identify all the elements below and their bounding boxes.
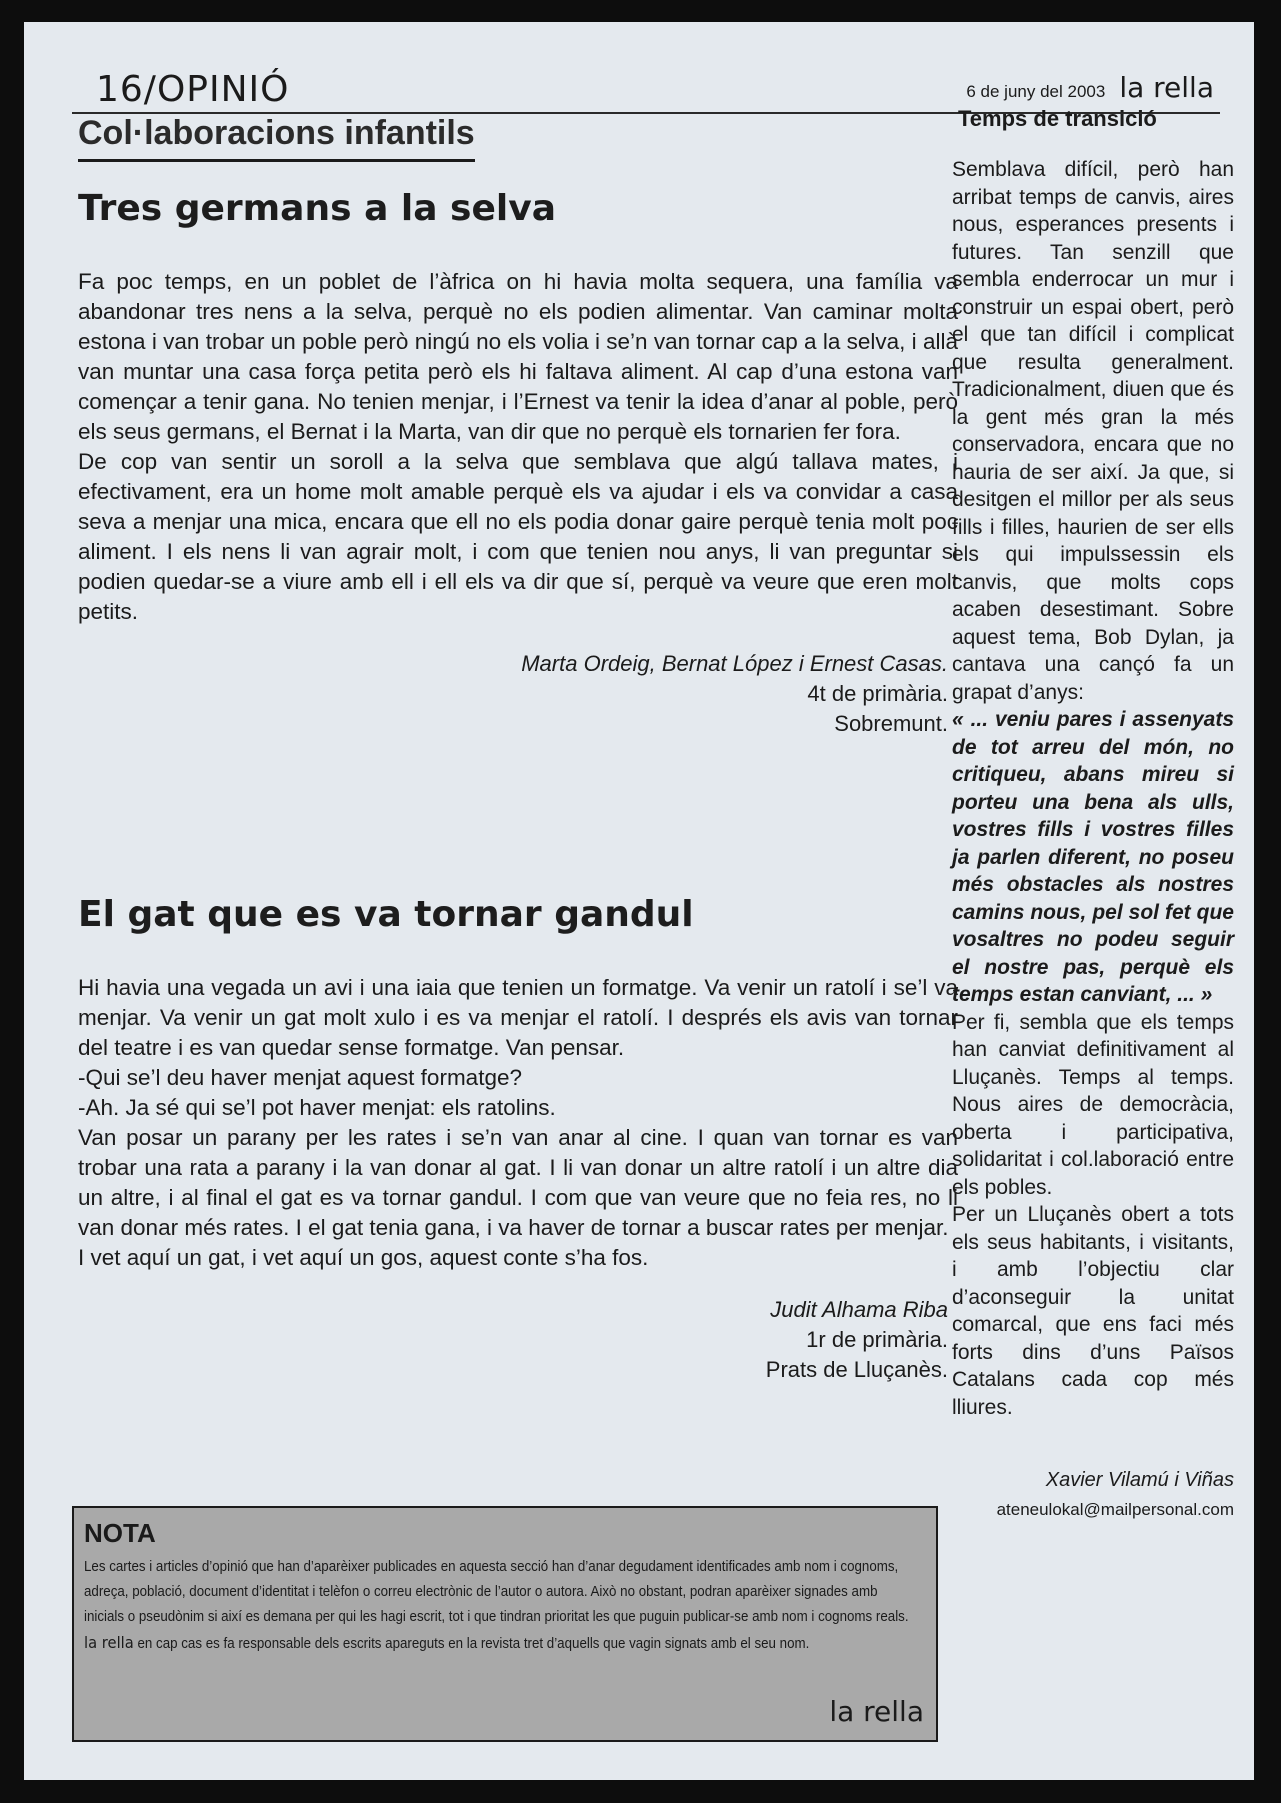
paragraph: -Qui se’l deu haver menjat aquest formatge? bbox=[78, 1065, 522, 1090]
page-header bbox=[72, 46, 1220, 114]
article-body bbox=[78, 973, 958, 1273]
nota-text-after: en cap cas es fa responsable dels escrits apareguts en la revista tret d’aquells que vagin signats amb el seu nom. bbox=[137, 1636, 810, 1652]
article-body bbox=[78, 267, 958, 627]
sidebar-signature bbox=[952, 1465, 1234, 1525]
masthead: la rella bbox=[1119, 71, 1214, 104]
sidebar-quote: « ... veniu pares i assenyats de tot arreu del món, no critiqueu, abans mireu si porteu una bena als ulls, vostres fills i vostres filles ja parlen diferent, no poseu més obstacles als nostres camins nous, pel sol fet que vosaltres no podeu seguir el nostre pas, perquè els temps estan canviant, ... » bbox=[952, 708, 1234, 1006]
article-title: Tres germans a la selva bbox=[78, 188, 557, 229]
article-gat-gandul bbox=[78, 894, 958, 1385]
section-number: 16/OPINIÓ bbox=[96, 69, 290, 110]
nota-masthead-inline: la rella bbox=[84, 1633, 134, 1652]
section-title-wrap bbox=[78, 114, 958, 162]
signature-place: Sobremunt. bbox=[834, 711, 948, 736]
section-title: Col·laboracions infantils bbox=[78, 114, 475, 162]
nota-text-before: Les cartes i articles d’opinió que han d’aparèixer publicades en aquesta secció han d’anar degudament identificades amb nom i cognoms, adreça, població, document d’identitat i telèfon o correu electrònic de l’autor o autora. Això no obstant, podran aparèixer signades amb inicials o pseudònim si així es demana per qui les hagi escrit, tot i que tindran prioritat les que puguin publicar-se amb nom i cognoms reals. bbox=[84, 1559, 909, 1625]
nota-box bbox=[72, 1506, 938, 1742]
paragraph: De cop van sentir un soroll a la selva que semblava que algú tallava mates, i efectivament, era un home molt amable perquè els va ajudar i els va convidar a casa seva a menjar una mica, encara que ell no els podia donar gaire perquè tenia molt poc aliment. I els nens li van agrair molt, i com que tenien nou anys, li van preguntar si podien quedar-se a viure amb ell i ell els va dir que sí, perquè va veure que eren molt petits. bbox=[78, 449, 958, 624]
signature-grade: 1r de primària. bbox=[806, 1327, 948, 1352]
sidebar-paragraph: Per fi, sembla que els temps han canviat definitivament al Lluçanès. Temps al temps. Nous aires de democràcia, oberta i participativa, solidaritat i col.laboració entre els pobles. bbox=[952, 1010, 1234, 1199]
publication-date: 6 de juny del 2003 bbox=[966, 82, 1106, 101]
article-tres-germans bbox=[78, 188, 958, 739]
signature-names: Judit Alhama Riba bbox=[770, 1297, 948, 1322]
paragraph: -Ah. Ja sé qui se’l pot haver menjat: els ratolins. bbox=[78, 1095, 556, 1120]
sidebar-email: ateneulokal@mailpersonal.com bbox=[996, 1500, 1234, 1519]
signature-grade: 4t de primària. bbox=[807, 681, 948, 706]
sidebar-body bbox=[952, 156, 1234, 1421]
newspaper-page bbox=[24, 22, 1254, 1780]
signature-names: Marta Ordeig, Bernat López i Ernest Casas. bbox=[521, 651, 948, 676]
sidebar-paragraph: Semblava difícil, però han arribat temps de canvis, aires nous, esperances presents i futures. Tan senzill que sembla enderrocar un mur i construir un espai obert, però el que tan difícil i complicat que resulta generalment. Tradicionalment, diuen que és la gent més gran la més conservadora, encara que no hauria de ser així. Ja que, si desitgen el millor per als seus fills i filles, haurien de ser ells els qui impulssessin els canvis, que molts cops acaben desestimant. Sobre aquest tema, Bob Dylan, ja cantava una cançó fa un grapat d’anys: bbox=[952, 158, 1234, 704]
header-right bbox=[966, 71, 1214, 104]
paragraph: Hi havia una vegada un avi i una iaia que tenien un formatge. Va venir un ratolí i se’l va menjar. Va venir un gat molt xulo i es va menjar el ratolí. I després els avis van tornar del teatre i es van quedar sense formatge. Van pensar. bbox=[78, 975, 958, 1060]
paragraph: Fa poc temps, en un poblet de l’àfrica on hi havia molta sequera, una família va abandonar tres nens a la selva, perquè no els podien alimentar. Van caminar molta estona i van trobar un poble però ningú no els volia i se’n van tornar cap a la selva, i allà van muntar una casa força petita però els hi faltava aliment. Al cap d’una estona van començar a tenir gana. No tenien menjar, i l’Ernest va tenir la idea d’anar al poble, però els seus germans, el Bernat i la Marta, van dir que no perquè els tornarien fer fora. bbox=[78, 269, 958, 444]
article-signature bbox=[78, 1295, 958, 1385]
paragraph: I vet aquí un gat, i vet aquí un gos, aquest conte s’ha fos. bbox=[78, 1245, 649, 1270]
sidebar-column bbox=[952, 106, 1234, 1525]
nota-masthead: la rella bbox=[829, 1695, 924, 1728]
sidebar-paragraph: Per un Lluçanès obert a tots els seus habitants, i visitants, i amb l’objectiu clar d’aconseguir la unitat comarcal, que ens faci més forts dins d’uns Països Catalans cada cop més lliures. bbox=[952, 1203, 1234, 1419]
signature-place: Prats de Lluçanès. bbox=[765, 1357, 948, 1382]
article-title: El gat que es va tornar gandul bbox=[78, 894, 694, 935]
nota-title: NOTA bbox=[84, 1518, 156, 1548]
nota-text bbox=[84, 1555, 921, 1657]
sidebar-title: Temps de transició bbox=[958, 106, 1157, 131]
sidebar-author: Xavier Vilamú i Viñas bbox=[1045, 1469, 1234, 1491]
article-signature bbox=[78, 649, 958, 739]
paragraph: Van posar un parany per les rates i se’n van anar al cine. I quan van tornar es van trobar una rata a parany i la van donar al gat. I li van donar un altre ratolí i un altre dia un altre, i al final el gat es va tornar gandul. I com que van veure que no feia res, no li van donar més rates. I el gat tenia gana, i va haver de tornar a buscar rates per menjar. bbox=[78, 1125, 958, 1240]
